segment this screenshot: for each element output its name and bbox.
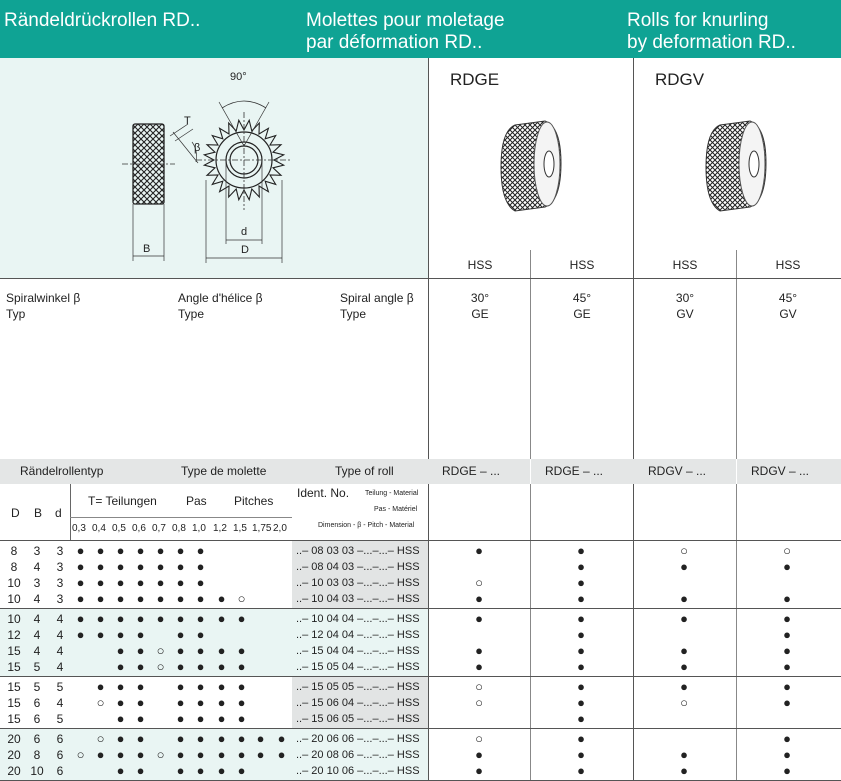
head-pitches: Pitches: [234, 494, 274, 508]
ident-sub-1: Teilung - Material: [365, 490, 419, 497]
cell-B: 3: [33, 576, 41, 590]
roll-availability: ●: [577, 559, 585, 574]
ident-number: ..– 12 04 04 –...–...– HSS: [296, 629, 420, 641]
ident-number: ..– 15 06 04 –...–...– HSS: [296, 697, 420, 709]
pitch-header-value: 0,4: [92, 523, 106, 534]
ident-number: ..– 15 04 04 –...–...– HSS: [296, 645, 420, 657]
pitch-availability: ●: [156, 611, 165, 626]
pitch-availability: ●: [76, 575, 85, 590]
pitch-availability: ●: [217, 611, 226, 626]
pitch-availability: ●: [176, 543, 185, 558]
cell-B: 8: [33, 748, 41, 762]
roll-availability: ●: [680, 659, 688, 674]
pitch-header-value: 1,75: [252, 523, 272, 534]
pitch-availability: ●: [237, 747, 246, 762]
ident-number: ..– 15 05 04 –...–...– HSS: [296, 661, 420, 673]
pitch-availability: ●: [196, 575, 205, 590]
cell-D: 15: [7, 712, 21, 726]
cell-B: 4: [33, 644, 41, 658]
pitch-availability: ●: [217, 747, 226, 762]
pitch-availability: ●: [176, 591, 185, 606]
roll-availability: ○: [783, 543, 791, 558]
roll-availability: ●: [475, 543, 483, 558]
pitch-availability: ●: [96, 611, 105, 626]
pitch-availability: ●: [217, 679, 226, 694]
table-row: [0, 591, 841, 607]
pitch-availability: ●: [136, 731, 145, 746]
table-row: [0, 747, 841, 763]
cell-d: 3: [56, 560, 64, 574]
cell-D: 20: [7, 748, 21, 762]
pitch-header-value: 1,5: [233, 523, 247, 534]
cell-d: 3: [56, 592, 64, 606]
pitch-availability: ●: [176, 659, 185, 674]
t-label: T: [184, 115, 191, 127]
spec-col-2: 45° GE: [572, 291, 592, 321]
roll-availability: ●: [475, 763, 483, 778]
col-head-D: D: [11, 506, 20, 520]
ident-number: ..– 10 04 04 –...–...– HSS: [296, 613, 420, 625]
pitch-availability: ●: [196, 611, 205, 626]
table-row: [0, 711, 841, 727]
col-head-B: B: [34, 506, 43, 520]
cell-D: 10: [7, 612, 21, 626]
pitch-availability: ○: [156, 659, 165, 674]
product-name-rdgv: RDGV: [655, 70, 705, 89]
pitch-availability: ●: [116, 611, 125, 626]
pitch-availability: ●: [196, 659, 205, 674]
roll-availability: ●: [475, 643, 483, 658]
pitch-availability: ●: [196, 559, 205, 574]
pitch-availability: ●: [136, 747, 145, 762]
cell-d: 4: [56, 660, 64, 674]
cell-D: 8: [10, 544, 18, 558]
roll-availability: ●: [680, 679, 688, 694]
pitch-availability: ●: [136, 643, 145, 658]
pitch-availability: ●: [237, 763, 246, 778]
pitch-header-value: 2,0: [273, 523, 287, 534]
cell-d: 5: [56, 712, 64, 726]
type-bar-de: Rändelrollentyp: [20, 464, 104, 478]
roll-availability: ●: [783, 679, 791, 694]
pitch-availability: ●: [176, 763, 185, 778]
ident-number: ..– 08 03 03 –...–...– HSS: [296, 545, 420, 557]
pitch-availability: ●: [176, 627, 185, 642]
roll-availability: ●: [680, 747, 688, 762]
pitch-header-value: 1,2: [213, 523, 227, 534]
pitch-header-value: 0,6: [132, 523, 146, 534]
material-col-3: HSS: [672, 258, 698, 272]
pitch-header-value: 0,3: [72, 523, 86, 534]
cell-B: 10: [30, 764, 44, 778]
spec-labels-en: Spiral angle β Type: [340, 291, 414, 321]
cell-D: 15: [7, 660, 21, 674]
pitch-availability: ●: [96, 747, 105, 762]
roll-availability: ●: [783, 747, 791, 762]
pitch-availability: ○: [76, 747, 85, 762]
cell-d: 4: [56, 644, 64, 658]
cell-D: 10: [7, 592, 21, 606]
pitch-availability: ○: [156, 747, 165, 762]
cell-d: 6: [56, 764, 64, 778]
pitch-availability: ●: [237, 731, 246, 746]
spec-labels-de: Spiralwinkel β Typ: [6, 291, 81, 321]
pitch-header-value: 0,7: [152, 523, 166, 534]
pitch-availability: ●: [116, 679, 125, 694]
pitch-availability: ●: [96, 591, 105, 606]
roll-availability: ○: [475, 679, 483, 694]
table-row: [0, 679, 841, 695]
pitch-availability: ●: [136, 559, 145, 574]
ident-number: ..– 20 06 06 –...–...– HSS: [296, 733, 420, 745]
pitch-availability: ○: [96, 695, 105, 710]
table-row: [0, 695, 841, 711]
roll-availability: ●: [680, 559, 688, 574]
cell-D: 15: [7, 644, 21, 658]
pitch-availability: ●: [136, 711, 145, 726]
pitch-availability: ●: [136, 763, 145, 778]
cell-B: 6: [33, 696, 41, 710]
pitch-availability: ●: [217, 659, 226, 674]
pitch-availability: ●: [116, 747, 125, 762]
product-name-rdge: RDGE: [450, 70, 500, 89]
material-col-4: HSS: [775, 258, 801, 272]
roll-availability: ●: [680, 611, 688, 626]
pitch-availability: ●: [196, 591, 205, 606]
type-of-roll-col-2: RDGE – ...: [545, 464, 604, 478]
pitch-availability: ●: [96, 679, 105, 694]
cell-d: 6: [56, 732, 64, 746]
type-bar-fr: Type de molette: [181, 464, 267, 478]
cell-D: 12: [7, 628, 21, 642]
roll-availability: ●: [577, 643, 585, 658]
table-row: [0, 763, 841, 779]
ident-number: ..– 10 04 03 –...–...– HSS: [296, 593, 420, 605]
pitch-availability: ●: [176, 611, 185, 626]
cell-D: 20: [7, 732, 21, 746]
cell-B: 6: [33, 712, 41, 726]
pitch-availability: ●: [217, 763, 226, 778]
pitch-availability: ●: [136, 695, 145, 710]
pitch-availability: ○: [237, 591, 246, 606]
pitch-availability: ●: [96, 543, 105, 558]
roll-availability: ●: [577, 659, 585, 674]
pitch-header-value: 0,5: [112, 523, 126, 534]
pitch-availability: ●: [237, 659, 246, 674]
bore-d-label: d: [241, 226, 248, 238]
cell-d: 5: [56, 680, 64, 694]
angle-label: 90°: [230, 71, 247, 83]
roll-availability: ○: [680, 695, 688, 710]
pitch-availability: ●: [237, 695, 246, 710]
cell-D: 20: [7, 764, 21, 778]
roll-availability: ●: [783, 627, 791, 642]
title-fr: Molettes pour moletage par déformation RD..: [306, 10, 505, 53]
pitch-availability: ●: [76, 611, 85, 626]
roll-availability: ○: [475, 731, 483, 746]
spec-col-4: 45° GV: [778, 291, 798, 321]
pitch-availability: ●: [196, 763, 205, 778]
type-of-roll-col-4: RDGV – ...: [751, 464, 810, 478]
roll-availability: ●: [783, 731, 791, 746]
pitch-availability: ●: [176, 559, 185, 574]
pitch-availability: ●: [176, 575, 185, 590]
pitch-availability: ●: [136, 591, 145, 606]
ident-sub-2: Pas - Matériel: [374, 506, 418, 513]
cell-d: 4: [56, 696, 64, 710]
beta-label: β: [194, 142, 201, 154]
pitch-availability: ●: [116, 575, 125, 590]
cell-D: 10: [7, 576, 21, 590]
roll-availability: ●: [577, 731, 585, 746]
ident-number: ..– 08 04 03 –...–...– HSS: [296, 561, 420, 573]
pitch-availability: ●: [136, 679, 145, 694]
pitch-availability: ○: [96, 731, 105, 746]
pitch-availability: ●: [196, 679, 205, 694]
pitch-availability: ●: [136, 627, 145, 642]
pitch-availability: ●: [196, 695, 205, 710]
col-head-d: d: [55, 506, 62, 520]
cell-B: 4: [33, 592, 41, 606]
pitch-availability: ●: [217, 731, 226, 746]
cell-d: 6: [56, 748, 64, 762]
pitch-availability: ●: [277, 747, 286, 762]
table-row: [0, 659, 841, 675]
pitch-availability: ●: [116, 627, 125, 642]
pitch-availability: ●: [116, 731, 125, 746]
pitch-availability: ●: [196, 643, 205, 658]
pitch-availability: ●: [176, 695, 185, 710]
pitch-availability: ●: [176, 711, 185, 726]
type-bar-en: Type of roll: [335, 464, 394, 478]
cell-d: 4: [56, 628, 64, 642]
pitch-availability: ●: [136, 575, 145, 590]
pitch-availability: ●: [196, 627, 205, 642]
roll-availability: ●: [783, 643, 791, 658]
knurl-roll-crossed-bore-image: [495, 115, 567, 215]
pitch-availability: ●: [217, 711, 226, 726]
pitch-availability: ●: [196, 543, 205, 558]
knurl-roll-crossed-solid-image: [700, 115, 772, 215]
pitch-availability: ●: [116, 559, 125, 574]
roll-availability: ●: [577, 543, 585, 558]
title-de: Rändeldrückrollen RD..: [4, 10, 201, 31]
pitch-availability: ●: [136, 543, 145, 558]
table-row: [0, 575, 841, 591]
cell-D: 8: [10, 560, 18, 574]
roll-availability: ●: [577, 695, 585, 710]
table-row: [0, 731, 841, 747]
roll-availability: ●: [680, 643, 688, 658]
roll-availability: ●: [783, 659, 791, 674]
roll-availability: ●: [577, 611, 585, 626]
roll-availability: ●: [680, 591, 688, 606]
b-label: B: [143, 243, 151, 255]
pitch-availability: ●: [76, 559, 85, 574]
table-row: [0, 543, 841, 559]
pitch-availability: ●: [116, 659, 125, 674]
pitch-availability: ●: [176, 643, 185, 658]
roll-availability: ●: [783, 559, 791, 574]
pitch-availability: ●: [136, 659, 145, 674]
roll-availability: ●: [475, 591, 483, 606]
pitch-availability: ●: [116, 591, 125, 606]
type-of-roll-bar: [0, 459, 841, 484]
ident-number: ..– 20 08 06 –...–...– HSS: [296, 749, 420, 761]
roll-availability: ●: [475, 659, 483, 674]
cell-B: 4: [33, 628, 41, 642]
title-en: Rolls for knurling by deformation RD..: [627, 10, 796, 53]
pitch-availability: ●: [116, 695, 125, 710]
pitch-availability: ●: [277, 731, 286, 746]
table-row: [0, 627, 841, 643]
pitch-availability: ●: [237, 711, 246, 726]
cell-B: 4: [33, 612, 41, 626]
pitch-header-value: 1,0: [192, 523, 206, 534]
pitch-availability: ●: [176, 731, 185, 746]
ident-number: ..– 15 06 05 –...–...– HSS: [296, 713, 420, 725]
table-row: [0, 611, 841, 627]
pitch-availability: ●: [196, 747, 205, 762]
spec-col-1: 30° GE: [470, 291, 490, 321]
roll-availability: ○: [680, 543, 688, 558]
pitch-availability: ●: [176, 679, 185, 694]
cell-D: 15: [7, 696, 21, 710]
pitch-availability: ●: [196, 711, 205, 726]
pitch-availability: ●: [96, 627, 105, 642]
ident-number: ..– 15 05 05 –...–...– HSS: [296, 681, 420, 693]
pitch-availability: ●: [76, 543, 85, 558]
pitch-availability: ●: [156, 575, 165, 590]
pitch-availability: ●: [136, 611, 145, 626]
knurl-dimension-diagram: [0, 58, 428, 278]
cell-B: 4: [33, 560, 41, 574]
pitch-availability: ●: [217, 591, 226, 606]
roll-availability: ●: [577, 627, 585, 642]
pitch-availability: ●: [196, 731, 205, 746]
roll-availability: ●: [577, 679, 585, 694]
pitch-availability: ●: [116, 643, 125, 658]
pitch-availability: ●: [156, 559, 165, 574]
pitch-availability: ●: [96, 559, 105, 574]
pitch-availability: ●: [156, 543, 165, 558]
roll-availability: ●: [577, 575, 585, 590]
pitch-availability: ●: [116, 543, 125, 558]
cell-d: 3: [56, 544, 64, 558]
ident-number: ..– 20 10 06 –...–...– HSS: [296, 765, 420, 777]
head-pas: Pas: [186, 494, 207, 508]
group-divider: [0, 676, 841, 677]
roll-availability: ●: [475, 747, 483, 762]
material-col-2: HSS: [569, 258, 595, 272]
pitch-availability: ●: [237, 679, 246, 694]
material-col-1: HSS: [467, 258, 493, 272]
cell-B: 6: [33, 732, 41, 746]
pitch-availability: ●: [176, 747, 185, 762]
ident-title: Ident. No.: [297, 486, 350, 500]
spec-labels-fr: Angle d'hélice β Type: [178, 291, 263, 321]
roll-availability: ●: [783, 763, 791, 778]
roll-availability: ●: [783, 591, 791, 606]
roll-availability: ●: [577, 763, 585, 778]
pitch-availability: ●: [217, 695, 226, 710]
cell-d: 3: [56, 576, 64, 590]
table-row: [0, 643, 841, 659]
roll-availability: ●: [577, 747, 585, 762]
table-row: [0, 559, 841, 575]
pitch-availability: ●: [96, 575, 105, 590]
cell-D: 15: [7, 680, 21, 694]
pitch-availability: ●: [237, 611, 246, 626]
roll-availability: ●: [577, 591, 585, 606]
cell-B: 5: [33, 660, 41, 674]
ident-number: ..– 10 03 03 –...–...– HSS: [296, 577, 420, 589]
spec-col-3: 30° GV: [675, 291, 695, 321]
pitch-availability: ●: [116, 763, 125, 778]
roll-availability: ●: [577, 711, 585, 726]
pitch-availability: ●: [116, 711, 125, 726]
pitch-availability: ○: [156, 643, 165, 658]
pitch-availability: ●: [76, 591, 85, 606]
roll-availability: ●: [783, 695, 791, 710]
roll-availability: ●: [475, 611, 483, 626]
ident-sub-3: Dimension - β - Pitch - Material: [318, 522, 415, 529]
roll-availability: ○: [475, 575, 483, 590]
head-teilungen: T= Teilungen: [88, 494, 157, 508]
outer-d-label: D: [241, 244, 249, 256]
cell-B: 5: [33, 680, 41, 694]
roll-availability: ●: [680, 763, 688, 778]
pitch-header-value: 0,8: [172, 523, 186, 534]
cell-d: 4: [56, 612, 64, 626]
cell-B: 3: [33, 544, 41, 558]
pitch-availability: ●: [237, 643, 246, 658]
pitch-availability: ●: [256, 731, 265, 746]
roll-availability: ○: [475, 695, 483, 710]
pitch-availability: ●: [76, 627, 85, 642]
roll-availability: ●: [783, 611, 791, 626]
type-of-roll-col-1: RDGE – ...: [442, 464, 501, 478]
pitch-availability: ●: [217, 643, 226, 658]
pitch-availability: ●: [156, 591, 165, 606]
type-of-roll-col-3: RDGV – ...: [648, 464, 707, 478]
header-bar: [0, 0, 841, 58]
pitch-availability: ●: [256, 747, 265, 762]
